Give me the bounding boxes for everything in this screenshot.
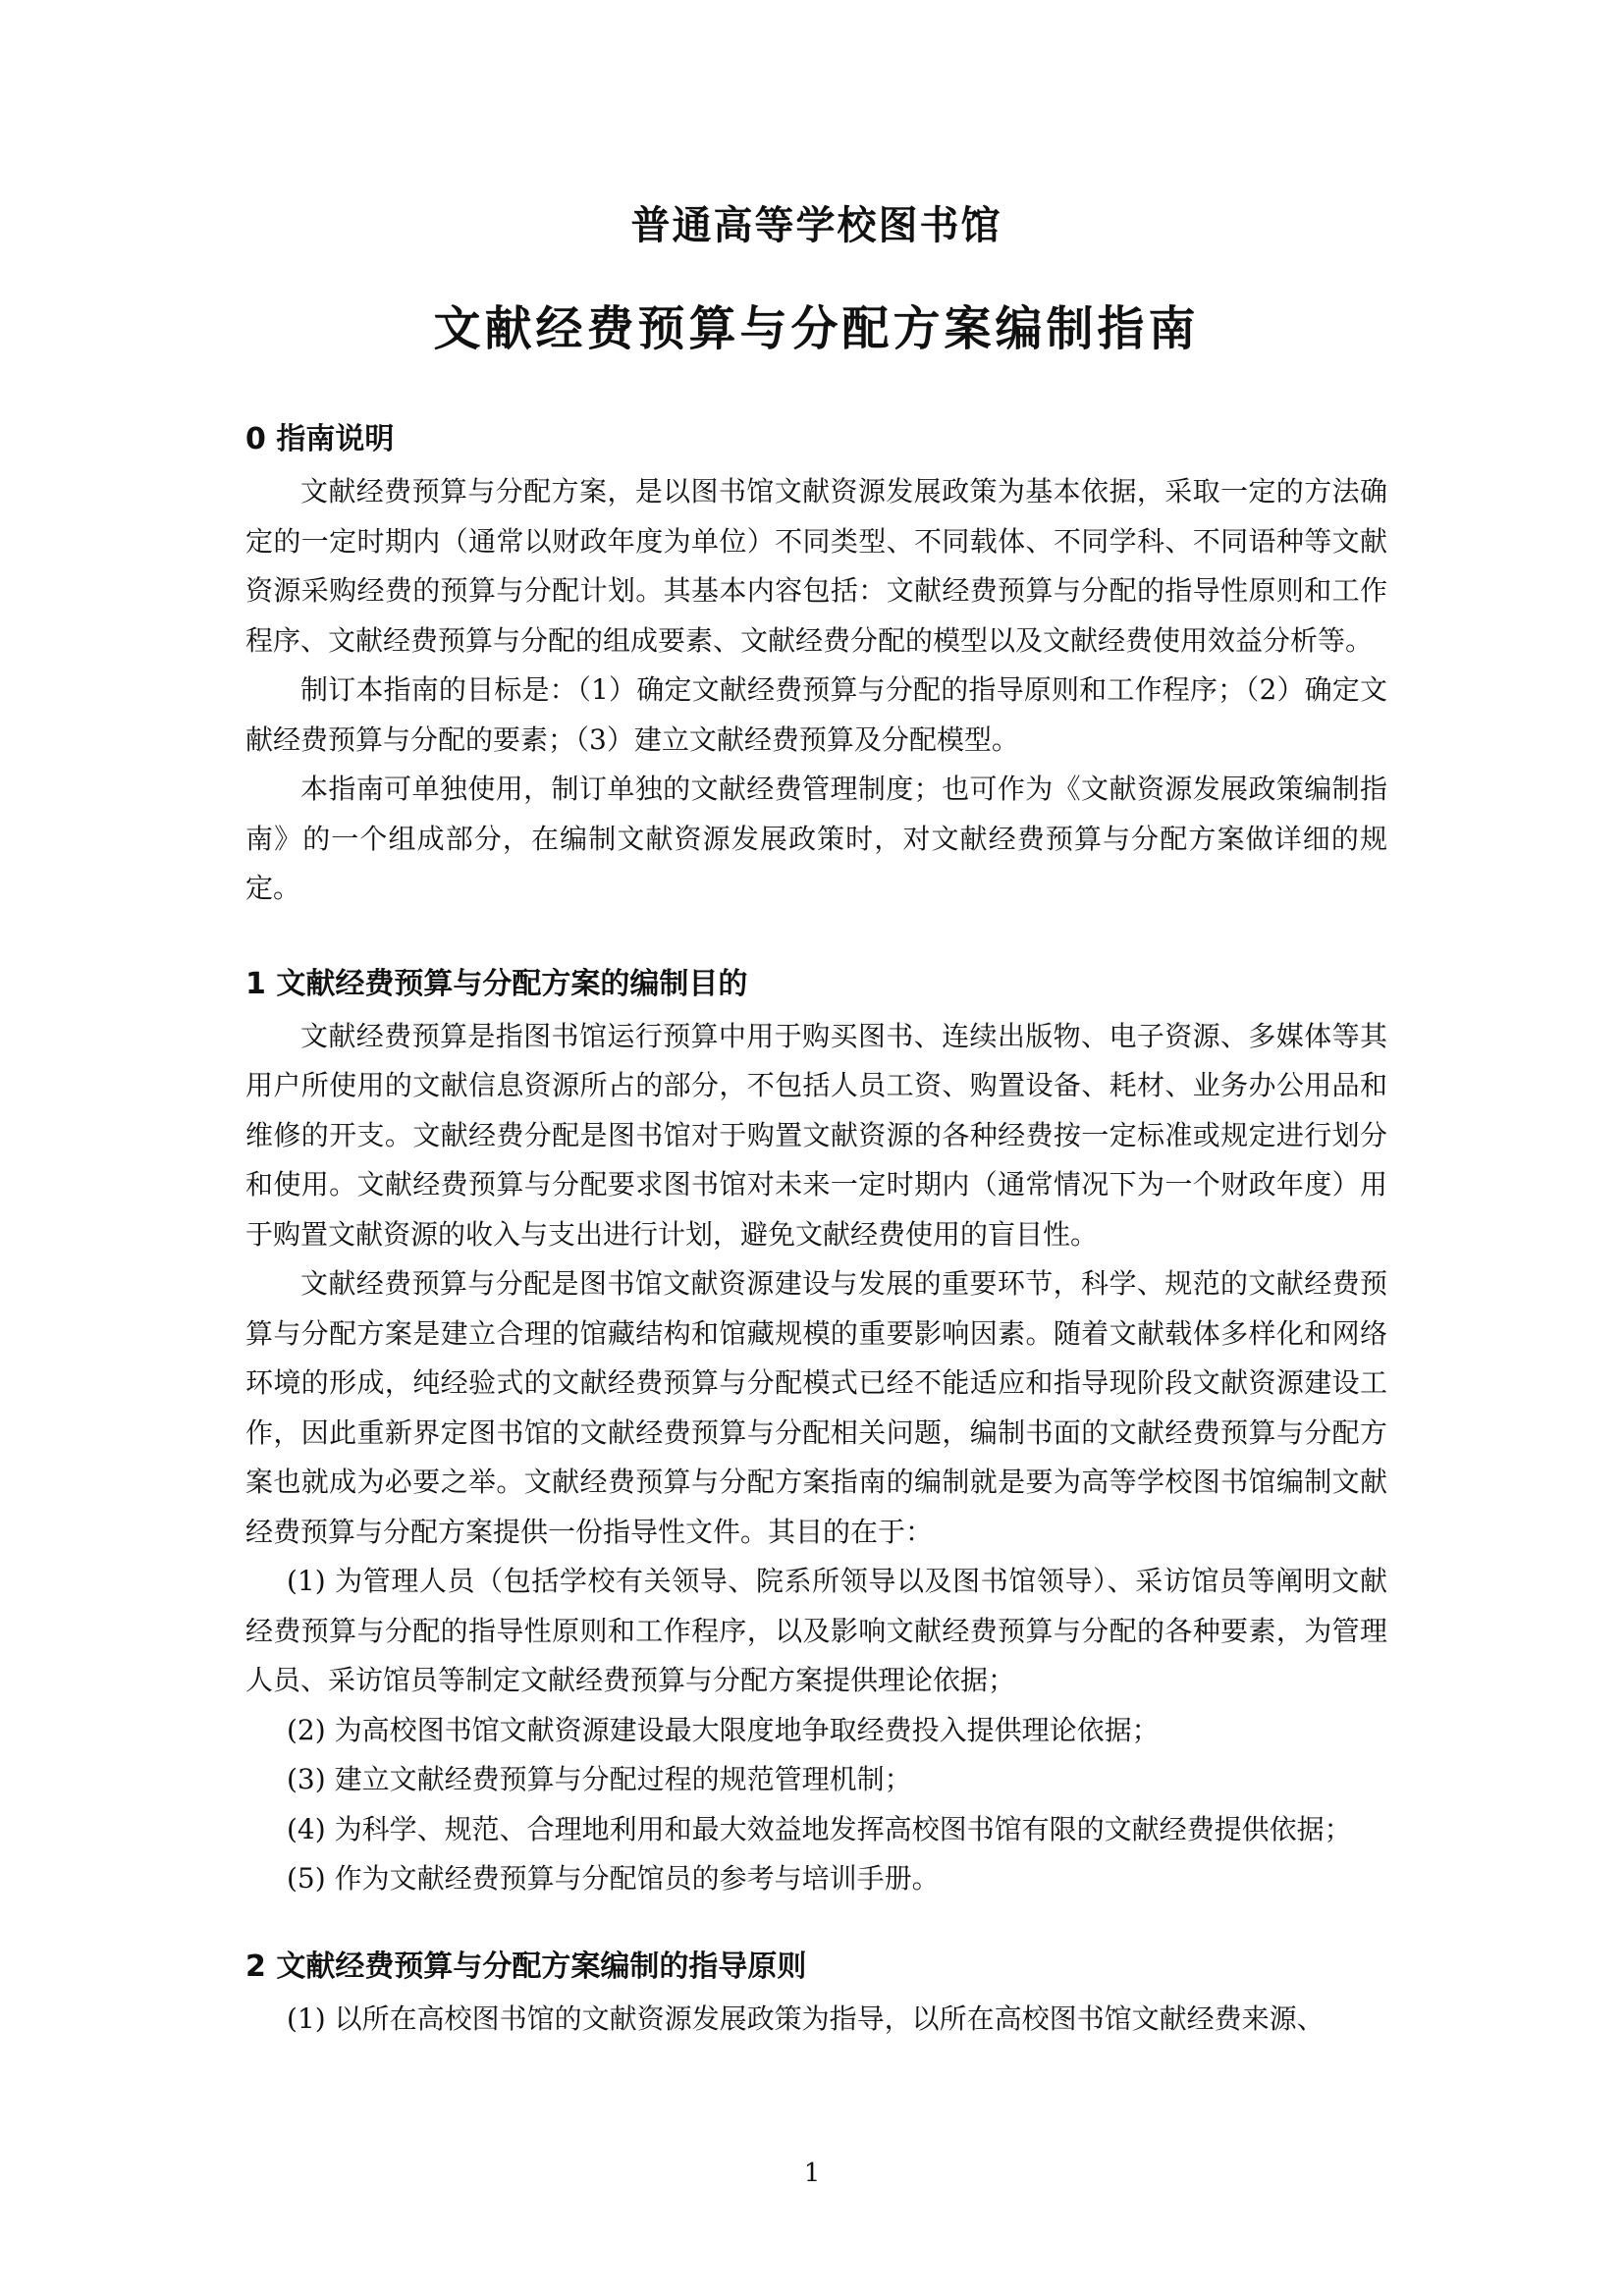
section-1-paragraph: 文献经费预算是指图书馆运行预算中用于购买图书、连续出版物、电子资源、多媒体等其用户所使用的文献信息资源所占的部分，不包括人员工资、购置设备、耗材、业务办公用品和维修的开支。文献经费分配是图书馆对于购置文献资源的各种经费按一定标准或规定进行划分和使用。文献经费预算与分配要求图书馆对未来一定时期内（通常情况下为一个财政年度）用于购置文献资源的收入与支出进行计划，避免文献经费使用的盲目性。 — [245, 1019, 1387, 1251]
section-1-paragraph: 文献经费预算与分配是图书馆文献资源建设与发展的重要环节，科学、规范的文献经费预算与分配方案是建立合理的馆藏结构和馆藏规模的重要影响因素。随着文献载体多样化和网络环境的形成，纯经验式的文献经费预算与分配模式已经不能适应和指导现阶段文献资源建设工作，因此重新界定图书馆的文献经费预算与分配相关问题，编制书面的文献经费预算与分配方案也就成为必要之举。文献经费预算与分配方案指南的编制就是要为高等学校图书馆编制文献经费预算与分配方案提供一份指导性文件。其目的在于： — [245, 1267, 1387, 1548]
section-spacer — [245, 1904, 1387, 1940]
section-1-list-item: (5) 作为文献经费预算与分配馆员的参考与培训手册。 — [287, 1862, 940, 1895]
section-2-heading: 2 文献经费预算与分配方案编制的指导原则 — [245, 1949, 807, 1984]
section-0-paragraph: 制订本指南的目标是：（1）确定文献经费预算与分配的指导原则和工作程序；（2）确定文献经费预算与分配的要素；（3）建立文献经费预算及分配模型。 — [245, 673, 1387, 756]
page-content — [245, 196, 1387, 2044]
title-line-2: 文献经费预算与分配方案编制指南 — [433, 301, 1200, 356]
title-line-1: 普通高等学校图书馆 — [630, 202, 1002, 248]
section-0-paragraph: 文献经费预算与分配方案，是以图书馆文献资源发展政策为基本依据，采取一定的方法确定的一定时期内（通常以财政年度为单位）不同类型、不同载体、不同学科、不同语种等文献资源采购经费的预算与分配计划。其基本内容包括：文献经费预算与分配的指导性原则和工作程序、文献经费预算与分配的组成要素、文献经费分配的模型以及文献经费使用效益分析等。 — [245, 475, 1387, 657]
section-0-heading: 0 指南说明 — [245, 422, 395, 456]
page-number: 1 — [803, 2159, 821, 2188]
section-1-list-item: (2) 为高校图书馆文献资源建设最大限度地争取经费投入提供理论依据； — [287, 1713, 1160, 1746]
section-1-list-item: (1) 为管理人员（包括学校有关领导、院系所领导以及图书馆领导）、采访馆员等阐明文献经费预算与分配的指导性原则和工作程序，以及影响文献经费预算与分配的各种要素，为管理人员、采访馆员等制定文献经费预算与分配方案提供理论依据； — [245, 1565, 1387, 1696]
section-1-list-item: (3) 建立文献经费预算与分配过程的规范管理机制； — [287, 1763, 912, 1795]
section-spacer — [245, 914, 1387, 957]
section-1-heading: 1 文献经费预算与分配方案的编制目的 — [245, 966, 748, 1001]
section-1-list-item: (4) 为科学、规范、合理地利用和最大效益地发挥高校图书馆有限的文献经费提供依据； — [287, 1812, 1352, 1845]
section-2-list-item: (1) 以所在高校图书馆的文献资源发展政策为指导，以所在高校图书馆文献经费来源、 — [287, 2002, 1325, 2035]
section-0-paragraph: 本指南可单独使用，制订单独的文献经费管理制度；也可作为《文献资源发展政策编制指南》的一个组成部分，在编制文献资源发展政策时，对文献经费预算与分配方案做详细的规定。 — [245, 773, 1387, 904]
